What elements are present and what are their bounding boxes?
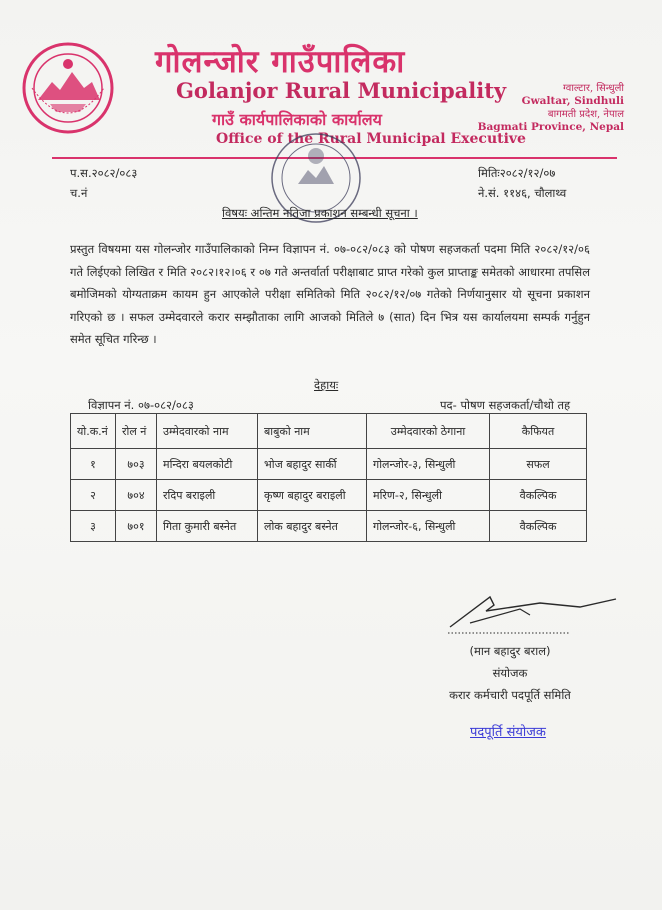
office-name-english: Office of the Rural Municipal Executive [216, 131, 526, 147]
address-english: Gwaltar, Sindhuli [521, 95, 624, 107]
table-row [71, 449, 587, 480]
remarks-cell: वैकल्पिक [490, 511, 587, 542]
signatory-block [430, 640, 590, 706]
reference-number: प.स.२०८२/०८३ [70, 166, 138, 180]
roll-cell: ७०१ [116, 511, 157, 542]
signatory-committee: करार कर्मचारी पदपूर्ति समिति [449, 688, 571, 702]
col-father-header: बाबुको नाम [258, 414, 367, 449]
serial-cell: १ [71, 449, 116, 480]
remarks-cell: सफल [490, 449, 587, 480]
post-title: पद- पोषण सहजकर्ता/चौथो तह [440, 398, 571, 412]
address-cell: मरिण-२, सिन्धुली [367, 480, 490, 511]
col-roll-header: रोल नं [116, 414, 157, 449]
province-nepali: बागमती प्रदेश, नेपाल [547, 109, 624, 120]
notice-subject: विषयः अन्तिम नतिजा प्रकाशन सम्बन्धी सूचना । [222, 206, 418, 220]
municipality-name-english: Golanjor Rural Municipality [176, 78, 507, 103]
serial-cell: २ [71, 480, 116, 511]
table-row [71, 511, 587, 542]
roll-cell: ७०४ [116, 480, 157, 511]
col-serial-header: यो.क.नं [71, 414, 116, 449]
coordinator-stamp: पदपूर्ति संयोजक [470, 725, 546, 740]
roll-cell: ७०३ [116, 449, 157, 480]
candidate-cell: रदिप बराइली [157, 480, 258, 511]
col-candidate-header: उम्मेदवारको नाम [157, 414, 258, 449]
dispatch-number: च.नं [70, 186, 88, 200]
advertisement-number: विज्ञापन नं. ०७-०८२/०८३ [88, 398, 194, 412]
nepal-samvat-date: ने.सं. ११४६, चौलाथ्व [478, 186, 567, 200]
candidate-cell: मन्दिरा बयलकोटी [157, 449, 258, 480]
table-row [71, 480, 587, 511]
table-header-row [71, 414, 587, 449]
signature-icon [430, 585, 620, 645]
col-remarks-header: कैफियत [490, 414, 587, 449]
address-cell: गोलन्जोर-३, सिन्धुली [367, 449, 490, 480]
serial-cell: ३ [71, 511, 116, 542]
father-cell: कृष्ण बहादुर बराइली [258, 480, 367, 511]
notice-body: प्रस्तुत विषयमा यस गोलन्जोर गाउँपालिकाको निम्न विज्ञापन नं. ०७-०८२/०८३ को पोषण सहजकर्ता पदमा मिति २०८२/१२/०६ गते लिईएको लिखित र मिति २०८२।१२।०६ र ०७ गते अन्तर्वार्ता परीक्षाबाट प्राप्त गरेको कुल प्राप्ताङ्क समेतको आधारमा तपसिल बमोजिमको योग्यताक्रम कायम हुन आएकोले परीक्षा समितिको मिति २०८२/१२/०७ गतेको निर्णयानुसार यो सूचना प्रकाशन गरिएको छ । सफल उम्मेदवारले करार सम्झौताका लागि आजको मितिले ७ (सात) दिन भित्र यस कार्यालयमा सम्पर्क गर्नुहुन समेत सूचित गरिन्छ । [70, 242, 590, 346]
remarks-cell: वैकल्पिक [490, 480, 587, 511]
province-english: Bagmati Province, Nepal [477, 121, 624, 133]
father-cell: भोज बहादुर सार्की [258, 449, 367, 480]
signatory-name: (मान बहादुर बराल) [469, 644, 551, 658]
col-address-header: उम्मेदवारको ठेगाना [367, 414, 490, 449]
father-cell: लोक बहादुर बस्नेत [258, 511, 367, 542]
address-block [478, 82, 624, 134]
candidate-cell: गिता कुमारी बस्नेत [157, 511, 258, 542]
municipality-name-nepali: गोलन्जोर गाउँपालिका [155, 44, 406, 80]
signatory-role: संयोजक [492, 666, 528, 680]
results-table [70, 413, 587, 542]
schedule-heading: देहायः [314, 378, 339, 392]
address-nepali: ग्वाल्टार, सिन्धुली [562, 83, 624, 94]
office-name-nepali: गाउँ कार्यपालिकाको कार्यालय [212, 110, 382, 129]
municipality-logo-icon [22, 42, 114, 134]
letter-date: मितिः२०८२/१२/०७ [478, 166, 556, 180]
address-cell: गोलन्जोर-६, सिन्धुली [367, 511, 490, 542]
